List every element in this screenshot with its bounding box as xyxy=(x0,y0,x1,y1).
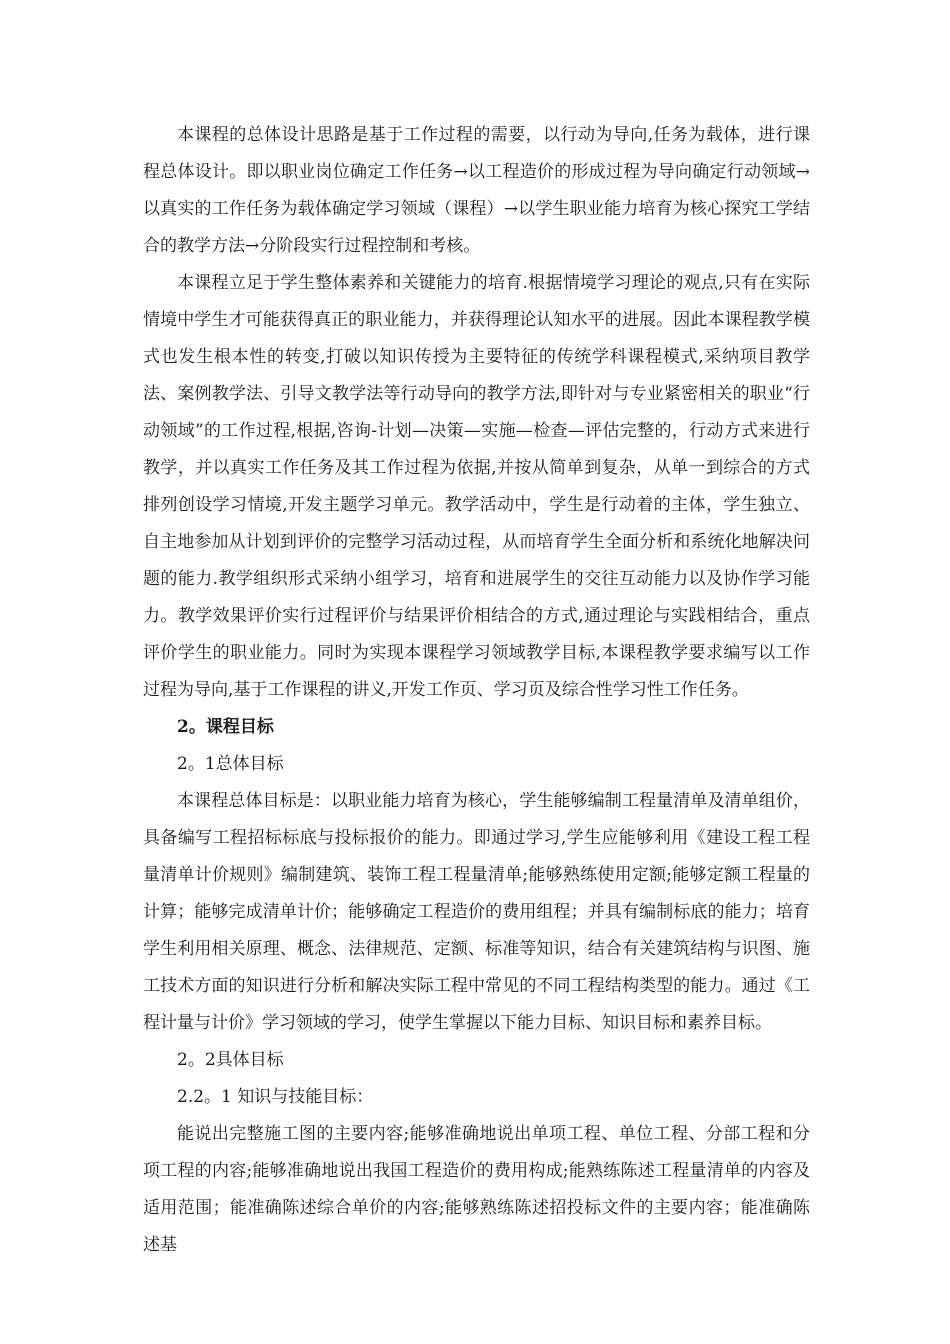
subheading-knowledge-skills: 2.2。1 知识与技能目标： xyxy=(177,1087,374,1107)
paragraph-design-approach: 本课程的总体设计思路是基于工作过程的需要，以行动为导向,任务为载体，进行课程总体设计。即以职业岗位确定工作任务→以工程造价的形成过程为导向确定行动领域→以真实的工作任务为载体确定学习领域（课程）→以学生职业能力培育为核心探究工学结合的教学方法→分阶段实行过程控制和考核。 xyxy=(143,125,810,256)
paragraph-knowledge-skills: 能说出完整施工图的主要内容;能够准确地说出单项工程、单位工程、分部工程和分项工程的内容;能够准确地说出我国工程造价的费用构成;能熟练陈述工程量清单的内容及适用范围；能准确陈述综合单价的内容;能够熟练陈述招投标文件的主要内容；能准确陈述基 xyxy=(143,1124,810,1255)
paragraph-teaching-model: 本课程立足于学生整体素养和关键能力的培育.根据情境学习理论的观点,只有在实际情境中学生才可能获得真正的职业能力，并获得理论认知水平的进展。因此本课程教学模式也发生根本性的转变,打破以知识传授为主要特征的传统学科课程模式,采纳项目教学法、案例教学法、引导文教学法等行动导向的教学方法,即针对与专业紧密相关的职业“行动领域”的工作过程,根据,咨询-计划—决策—实施—检查—评估完整的，行动方式来进行教学，并以真实工作任务及其工作过程为依据,并按从简单到复杂，从单一到综合的方式排列创设学习情境,开发主题学习单元。教学活动中，学生是行动着的主体，学生独立、自主地参加从计划到评价的完整学习活动过程，从而培育学生全面分析和系统化地解决问题的能力.教学组织形式采纳小组学习，培育和进展学生的交往互动能力以及协作学习能力。教学效果评价实行过程评价与结果评价相结合的方式,通过理论与实践相结合，重点评价学生的职业能力。同时为实现本课程学习领域教学目标,本课程教学要求编写以工作过程为导向,基于工作课程的讲义,开发工作页、学习页及综合性学习性工作任务。 xyxy=(143,273,810,700)
subheading-specific-objectives: 2。2具体目标 xyxy=(177,1050,284,1070)
subheading-overall-objective: 2。1总体目标 xyxy=(177,754,284,774)
section-heading-course-objectives: 2。课程目标 xyxy=(177,717,274,737)
paragraph-overall-objective: 本课程总体目标是：以职业能力培育为核心，学生能够编制工程量清单及清单组价，具备编写工程招标标底与投标报价的能力。即通过学习,学生应能够利用《建设工程工程量清单计价规则》编制建筑、装饰工程工程量清单;能够熟练使用定额;能够定额工程量的计算；能够完成清单计价；能够确定工程造价的费用组程；并具有编制标底的能力；培育学生利用相关原理、概念、法律规范、定额、标准等知识，结合有关建筑结构与识图、施工技术方面的知识进行分析和解决实际工程中常见的不同工程结构类型的能力。通过《工程计量与计价》学习领域的学习，使学生掌握以下能力目标、知识目标和素养目标。 xyxy=(143,791,810,1033)
document-body xyxy=(143,117,810,1264)
